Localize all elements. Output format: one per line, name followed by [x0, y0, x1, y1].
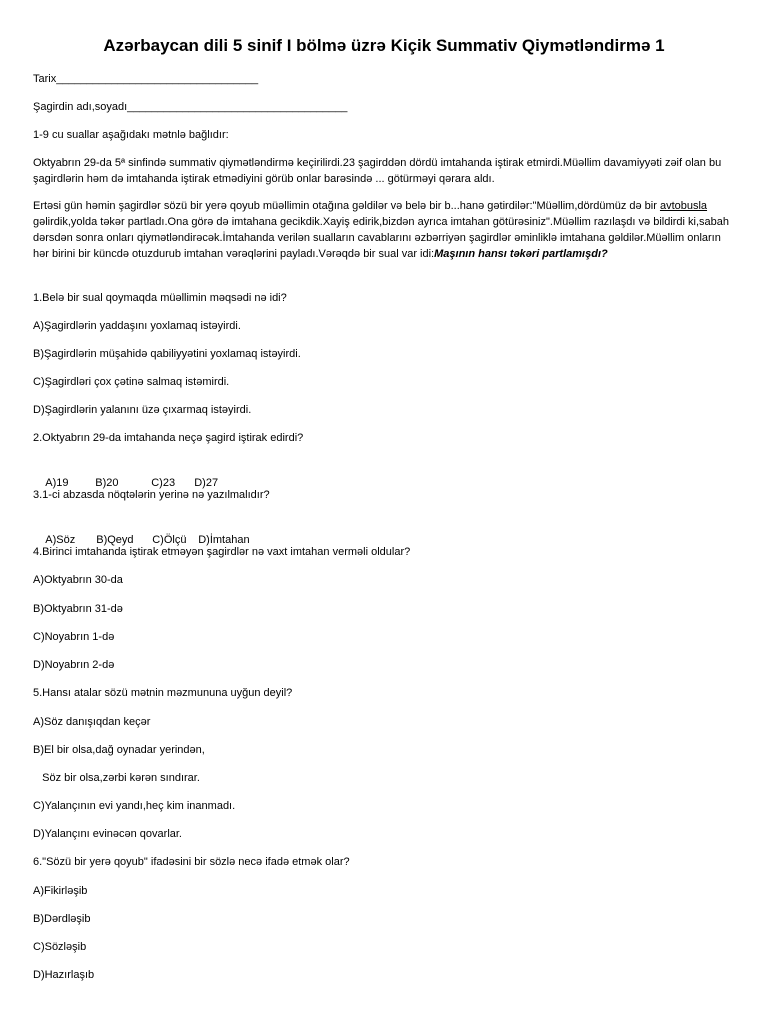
question-3-option-d: D)İmtahan: [198, 534, 250, 546]
text-paragraph-2: [33, 198, 738, 262]
page-title: Azərbaycan dili 5 sinif I bölmə üzrə Kiçik Summativ Qiymətləndirmə 1: [103, 36, 665, 55]
question-1-option-a: A)Şagirdlərin yaddaşını yoxlamaq istəyirdi.: [33, 320, 241, 332]
question-4-option-d: D)Noyabrın 2-də: [33, 659, 115, 671]
question-3-option-b: B)Qeyd: [96, 534, 134, 546]
question-4: 4.Birinci imtahanda iştirak etməyən şagirdlər nə vaxt imtahan verməli oldular?: [33, 546, 411, 558]
question-3: 3.1-ci abzasda nöqtələrin yerinə nə yazılmalıdır?: [33, 489, 270, 501]
questions-intro: 1-9 cu suallar aşağıdakı mətnlə bağlıdır:: [33, 129, 229, 141]
question-3-option-c: C)Ölçü: [152, 534, 187, 546]
underlined-word: avtobusla: [659, 200, 708, 212]
paragraph-2-part-2: gəlirdik,yolda təkər partladı.Ona görə də imtahana gecikdik.Xayiş edirik,bizdən ayrıca imtahan götürəsiniz".Müəllim razılaşdı və bildirdi ki,sabah dərsdən sonra onları qiymətləndirəcək.İmtahanda verilən sualların cavablarını əzbərriyən şagirdlər əminliklə imtahana gəldilər.Müəllim onların hər birini bir küncdə otuzdurub imtahan vərəqlərini payladı.Vərəqdə bir sual var idi:: [33, 216, 730, 260]
question-5-option-a: A)Söz danışıqdan keçər: [33, 716, 151, 728]
question-2-option-a: A)19: [45, 477, 69, 489]
question-1-option-b: B)Şagirdlərin müşahidə qabiliyyətini yoxlamaq istəyirdi.: [33, 348, 301, 360]
paragraph-2-part-1: Ertəsi gün həmin şagirdlər sözü bir yerə qoyub müəllimin otağına gəldilər və belə bir b...hanə gətirdilər:"Müəllim,dördümüz də bir: [33, 200, 660, 212]
question-5-option-b: B)El bir olsa,dağ oynadar yerindən,: [33, 744, 205, 756]
question-2-option-c: C)23: [151, 477, 176, 489]
question-4-option-b: B)Oktyabrın 31-də: [33, 603, 123, 615]
question-5-option-b-line-2: Söz bir olsa,zərbi kərən sındırar.: [33, 772, 200, 784]
student-name-line: Şagirdin adı,soyadı____________________________________: [33, 101, 348, 113]
question-6-option-a: A)Fikirləşib: [33, 885, 88, 897]
question-4-option-a: A)Oktyabrın 30-da: [33, 574, 123, 586]
question-2-option-d: D)27: [194, 477, 219, 489]
question-5-option-d: D)Yalançını evinəcən qovarlar.: [33, 828, 182, 840]
question-2-option-b: B)20: [95, 477, 119, 489]
question-1-option-d: D)Şagirdlərin yalanını üzə çıxarmaq istəyirdi.: [33, 404, 252, 416]
question-4-option-c: C)Noyabrın 1-də: [33, 631, 115, 643]
date-line: Tarix_________________________________: [33, 73, 259, 85]
text-paragraph-1: Oktyabrın 29-da 5ª sinfində summativ qiymətləndirmə keçirilirdi.23 şagirddən dördü imtahanda iştirak etmirdi.Müəllim davamiyyəti zəif olan bu şagirdlərin həm də imtahanda iştirak etmədiyini görüb onlar barəsində ... götürməyi qərara aldı.: [33, 157, 722, 185]
question-6-option-c: C)Sözləşib: [33, 941, 87, 953]
question-3-option-a: A)Söz: [45, 534, 76, 546]
question-6-option-b: B)Dərdləşib: [33, 913, 91, 925]
question-6: 6."Sözü bir yerə qoyub" ifadəsini bir sözlə necə ifadə etmək olar?: [33, 856, 350, 868]
question-in-text: Maşının hansı təkəri partlamışdı?: [434, 248, 608, 260]
question-5-option-c: C)Yalançının evi yandı,heç kim inanmadı.: [33, 800, 236, 812]
question-1-option-c: C)Şagirdləri çox çətinə salmaq istəmirdi.: [33, 376, 230, 388]
question-6-option-d: D)Hazırlaşıb: [33, 969, 95, 981]
question-2: 2.Oktyabrın 29-da imtahanda neçə şagird iştirak edirdi?: [33, 432, 304, 444]
question-5: 5.Hansı atalar sözü mətnin məzmununa uyğun deyil?: [33, 687, 293, 699]
question-1: 1.Belə bir sual qoymaqda müəllimin məqsədi nə idi?: [33, 292, 287, 304]
